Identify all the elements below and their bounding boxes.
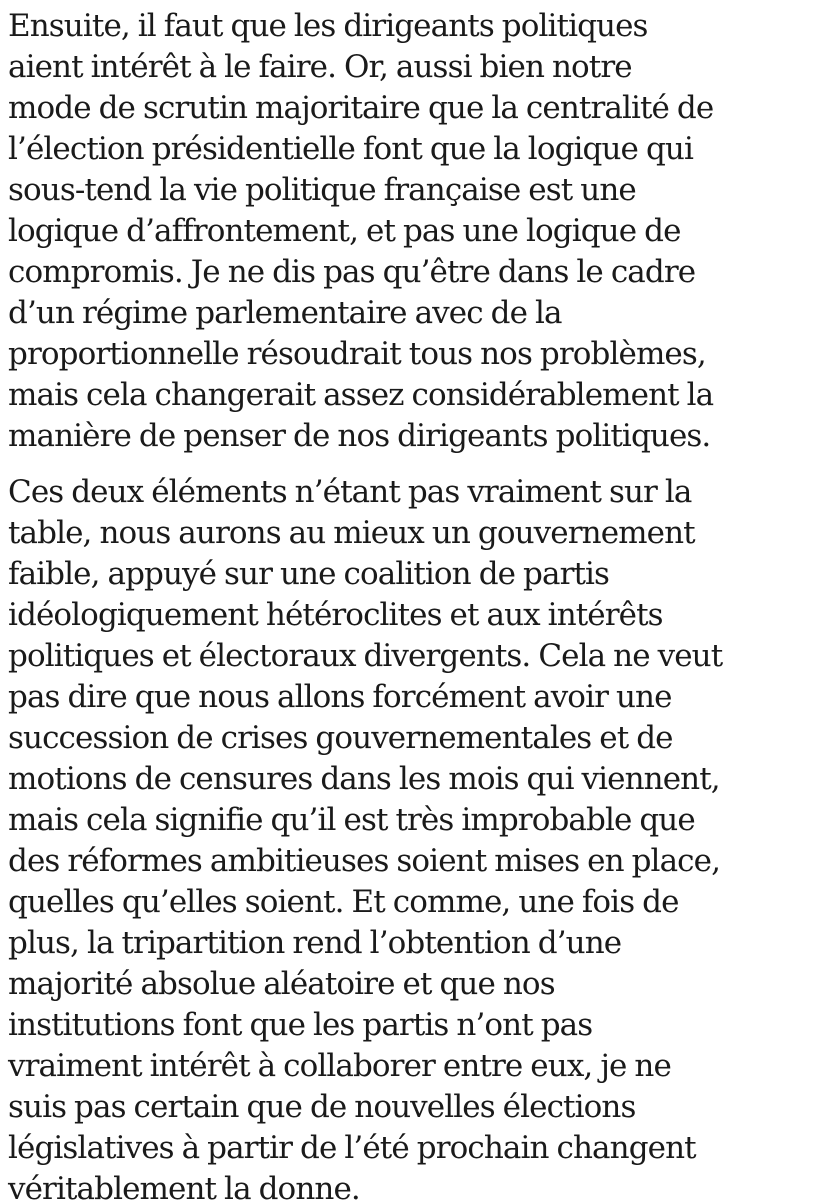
paragraph-2-line-6: pas dire que nous allons forcément avoir une — [8, 679, 672, 715]
paragraph-2-line-2: table, nous aurons au mieux un gouvernement — [8, 515, 695, 551]
paragraph-2-line-10: des réformes ambitieuses soient mises en place, — [8, 843, 721, 879]
paragraph-1-line-8: d’un régime parlementaire avec de la — [8, 295, 562, 331]
paragraph-1-line-4: l’élection présidentielle font que la logique qui — [8, 131, 693, 167]
paragraph-2-line-16: suis pas certain que de nouvelles élections — [8, 1089, 636, 1125]
paragraph-2-line-4: idéologiquement hétéroclites et aux intérêts — [8, 597, 663, 633]
paragraph-1-line-3: mode de scrutin majoritaire que la centralité de — [8, 90, 714, 126]
paragraph-1-line-9: proportionnelle résoudrait tous nos problèmes, — [8, 336, 706, 372]
paragraph-1-line-1: Ensuite, il faut que les dirigeants politiques — [8, 8, 648, 44]
paragraph-1-line-7: compromis. Je ne dis pas qu’être dans le cadre — [8, 254, 696, 290]
paragraph-2-line-8: motions de censures dans les mois qui viennent, — [8, 761, 720, 797]
paragraph-2-line-13: majorité absolue aléatoire et que nos — [8, 966, 555, 1002]
paragraph-2-line-1: Ces deux éléments n’étant pas vraiment sur la — [8, 474, 692, 510]
paragraph-2-line-18: véritablement la donne. — [8, 1171, 360, 1200]
paragraph-2-line-5: politiques et électoraux divergents. Cela ne veut — [8, 638, 723, 674]
paragraph-2-line-11: quelles qu’elles soient. Et comme, une fois de — [8, 884, 679, 920]
paragraph-2-line-7: succession de crises gouvernementales et de — [8, 720, 673, 756]
paragraph-2-line-17: législatives à partir de l’été prochain changent — [8, 1130, 696, 1166]
paragraph-2-line-15: vraiment intérêt à collaborer entre eux, je ne — [8, 1048, 671, 1084]
paragraph-1-line-5: sous-tend la vie politique française est une — [8, 172, 636, 208]
paragraph-1-line-10: mais cela changerait assez considérablement la — [8, 377, 714, 413]
paragraph-1-line-2: aient intérêt à le faire. Or, aussi bien notre — [8, 49, 632, 85]
paragraph-2-line-12: plus, la tripartition rend l’obtention d’une — [8, 925, 622, 961]
paragraph-1-line-6: logique d’affrontement, et pas une logique de — [8, 213, 681, 249]
paragraph-2-line-9: mais cela signifie qu’il est très improbable que — [8, 802, 695, 838]
paragraph-1-line-11: manière de penser de nos dirigeants politiques. — [8, 418, 711, 454]
paragraph-2-line-14: institutions font que les partis n’ont pas — [8, 1007, 593, 1043]
paragraph-2-line-3: faible, appuyé sur une coalition de partis — [8, 556, 610, 592]
